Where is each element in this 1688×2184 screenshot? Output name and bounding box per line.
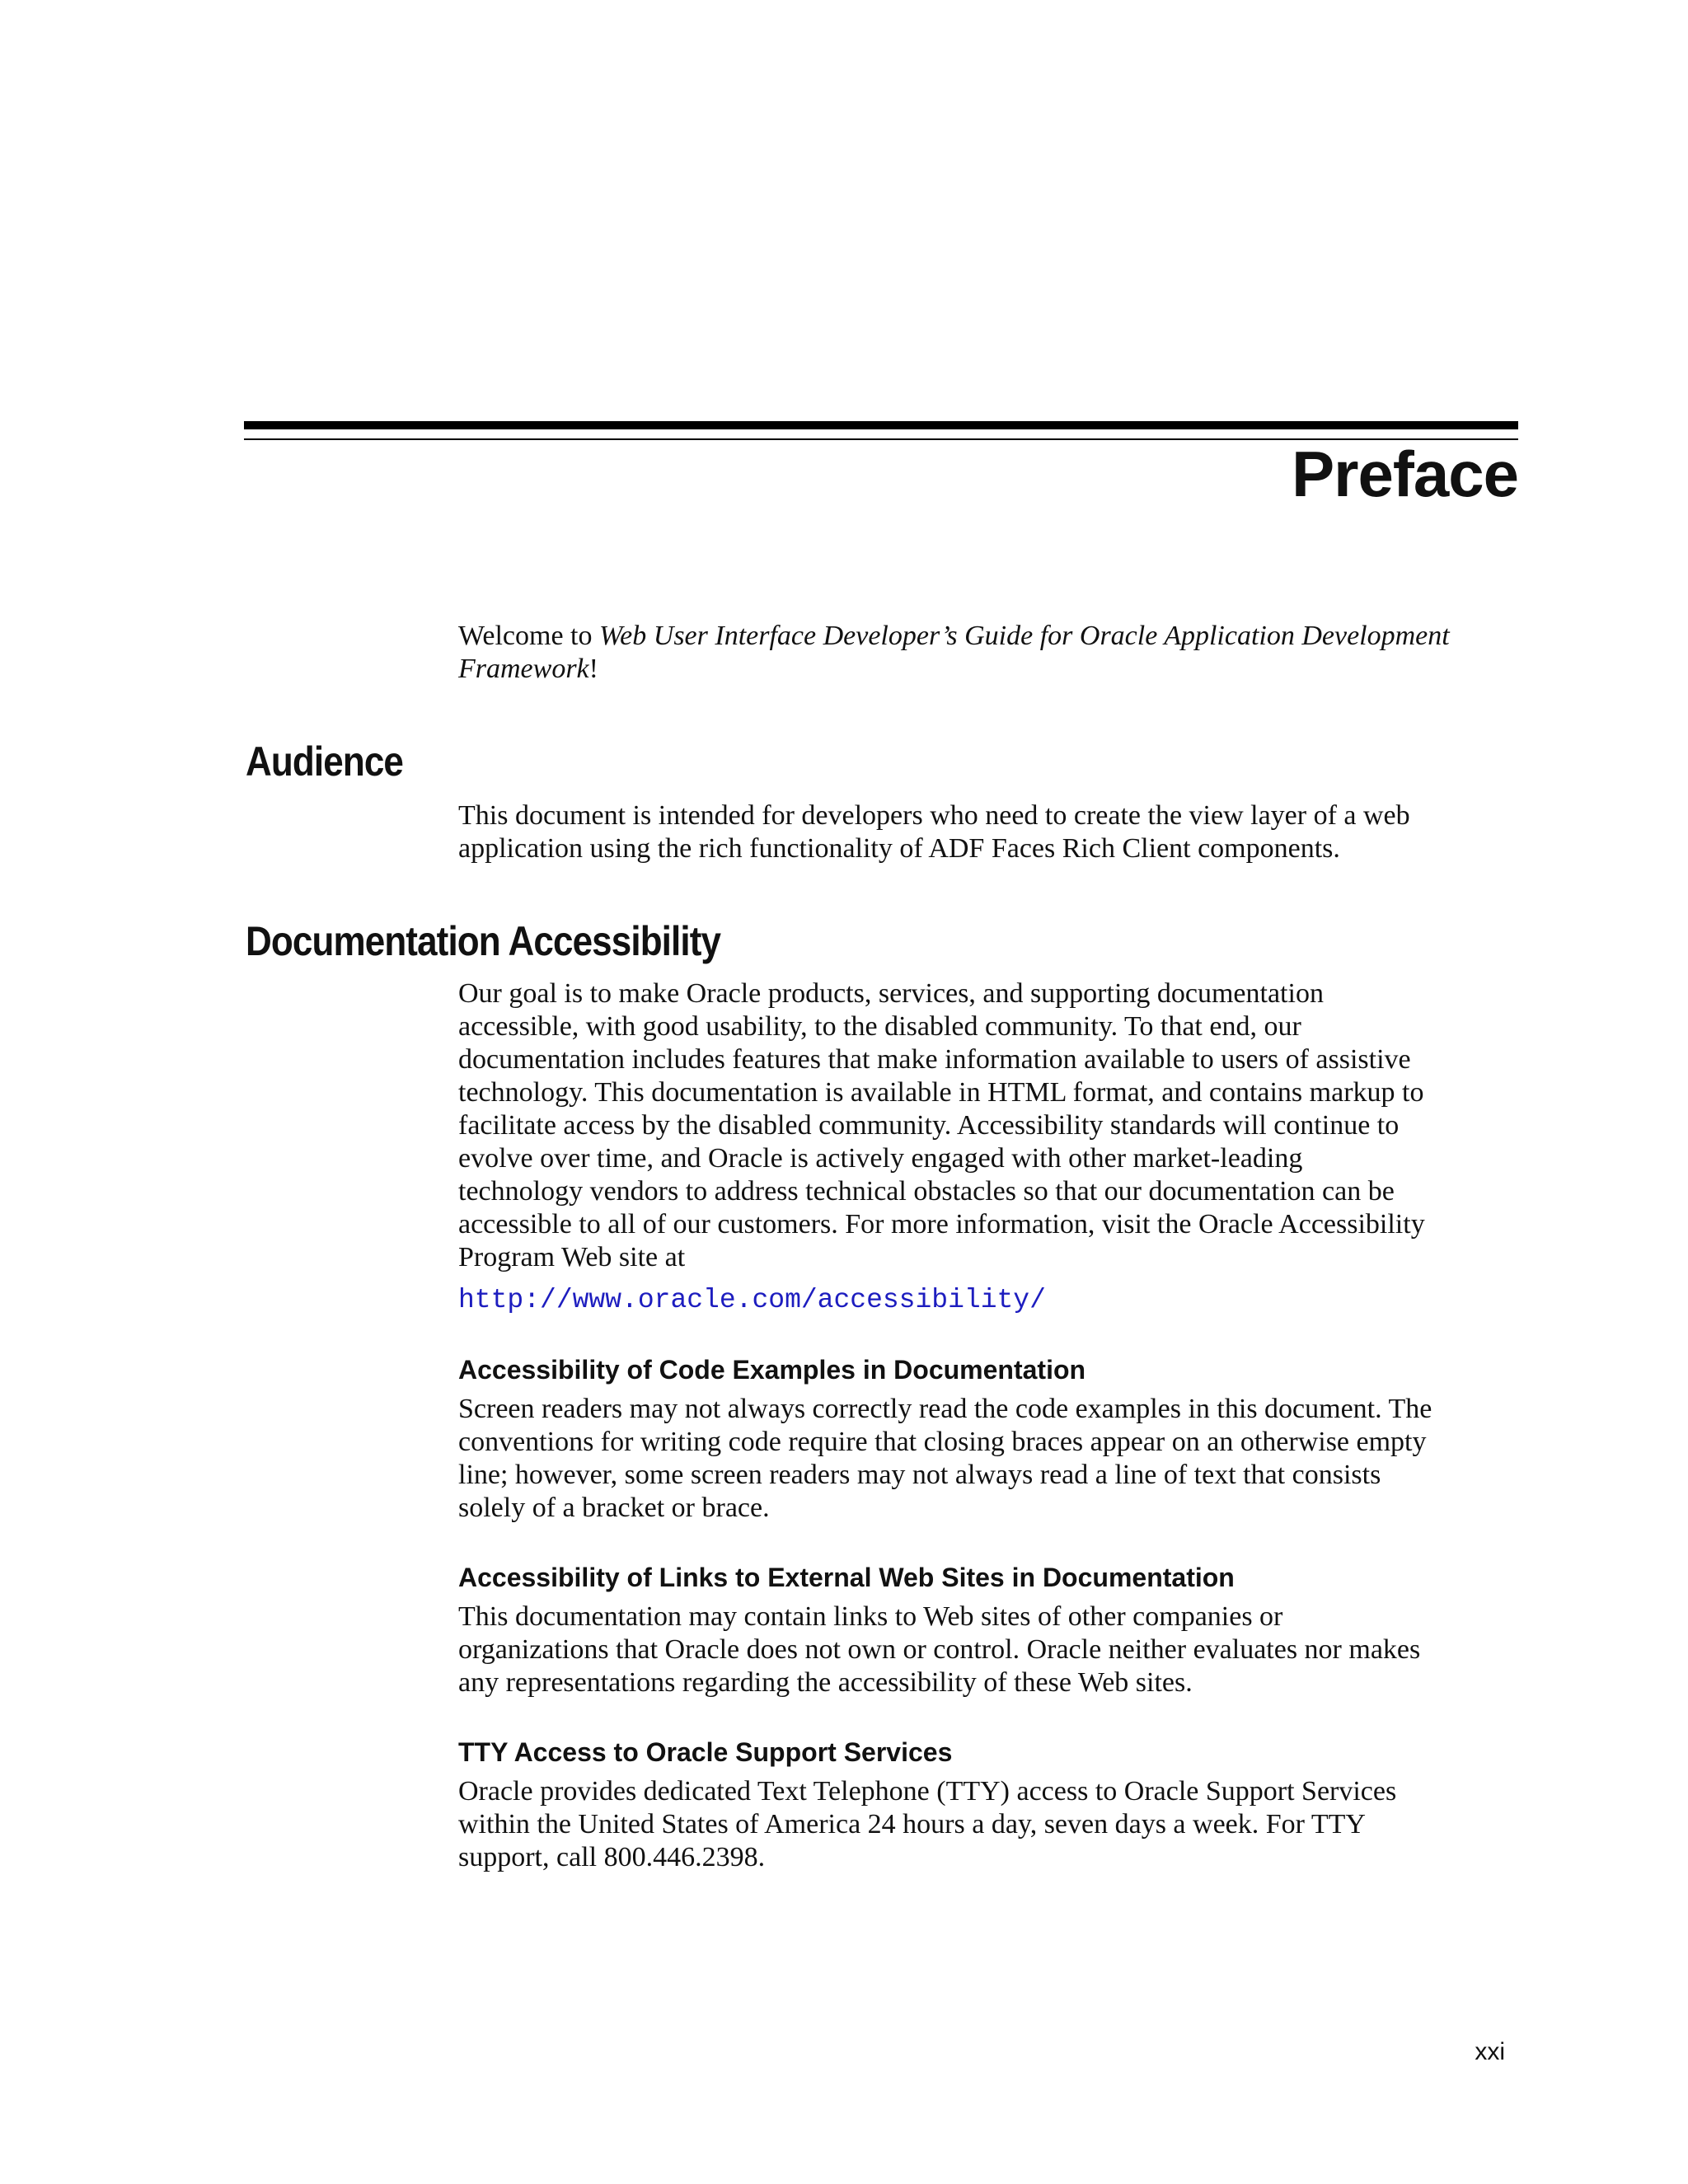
accessibility-line: technology. This documentation is available in HTML format, and contains markup to bbox=[458, 1077, 1424, 1108]
book-title-line-2: Framework bbox=[458, 654, 589, 684]
accessibility-line: technology vendors to address technical obstacles so that our documentation can be bbox=[458, 1176, 1395, 1207]
audience-heading: Audience bbox=[246, 738, 404, 785]
audience-paragraph bbox=[458, 799, 1522, 865]
external-links-paragraph bbox=[458, 1601, 1522, 1699]
accessibility-line: Program Web site at bbox=[458, 1242, 686, 1272]
documentation-accessibility-paragraph bbox=[458, 977, 1522, 1274]
audience-line: application using the rich functionality of ADF Faces Rich Client components. bbox=[458, 833, 1340, 864]
code-examples-line: line; however, some screen readers may not always read a line of text that consists bbox=[458, 1460, 1381, 1490]
accessibility-line: accessible, with good usability, to the disabled community. To that end, our bbox=[458, 1011, 1301, 1042]
page-number: xxi bbox=[1475, 2038, 1505, 2065]
code-examples-line: solely of a bracket or brace. bbox=[458, 1493, 770, 1523]
accessibility-line: facilitate access by the disabled community. Accessibility standards will continue to bbox=[458, 1110, 1400, 1141]
chapter-rule-thick bbox=[244, 421, 1518, 429]
book-title-line-1: Web User Interface Developer’s Guide for Oracle Application Development bbox=[598, 621, 1450, 651]
tty-access-line: within the United States of America 24 hours a day, seven days a week. For TTY bbox=[458, 1809, 1366, 1840]
tty-access-paragraph bbox=[458, 1775, 1522, 1874]
accessibility-line: Our goal is to make Oracle products, services, and supporting documentation bbox=[458, 978, 1324, 1009]
code-examples-paragraph bbox=[458, 1393, 1522, 1525]
chapter-title: Preface bbox=[1292, 438, 1518, 510]
external-links-line: This documentation may contain links to Web sites of other companies or bbox=[458, 1601, 1283, 1632]
external-links-line: organizations that Oracle does not own or control. Oracle neither evaluates nor makes bbox=[458, 1634, 1421, 1665]
external-links-line: any representations regarding the accessibility of these Web sites. bbox=[458, 1667, 1193, 1698]
tty-access-heading: TTY Access to Oracle Support Services bbox=[458, 1737, 953, 1767]
external-links-heading: Accessibility of Links to External Web Sites in Documentation bbox=[458, 1563, 1235, 1592]
code-examples-heading: Accessibility of Code Examples in Documentation bbox=[458, 1355, 1086, 1385]
tty-access-line: support, call 800.446.2398. bbox=[458, 1842, 766, 1872]
accessibility-program-link[interactable]: http://www.oracle.com/accessibility/ bbox=[458, 1285, 1046, 1315]
accessibility-line: evolve over time, and Oracle is actively engaged with other market-leading bbox=[458, 1143, 1303, 1174]
accessibility-line: documentation includes features that make information available to users of assistive bbox=[458, 1044, 1411, 1075]
intro-prefix: Welcome to bbox=[458, 621, 599, 651]
audience-line: This document is intended for developers who need to create the view layer of a web bbox=[458, 800, 1410, 831]
tty-access-line: Oracle provides dedicated Text Telephone (TTY) access to Oracle Support Services bbox=[458, 1776, 1397, 1807]
code-examples-line: conventions for writing code require that closing braces appear on an otherwise empty bbox=[458, 1427, 1427, 1457]
intro-paragraph bbox=[458, 620, 1522, 686]
intro-line-2 bbox=[458, 653, 1522, 686]
intro-suffix: ! bbox=[588, 654, 598, 684]
intro-line-1 bbox=[458, 620, 1522, 653]
code-examples-line: Screen readers may not always correctly read the code examples in this document. The bbox=[458, 1394, 1432, 1424]
documentation-accessibility-heading: Documentation Accessibility bbox=[246, 918, 721, 964]
accessibility-line: accessible to all of our customers. For more information, visit the Oracle Accessibility bbox=[458, 1209, 1425, 1240]
